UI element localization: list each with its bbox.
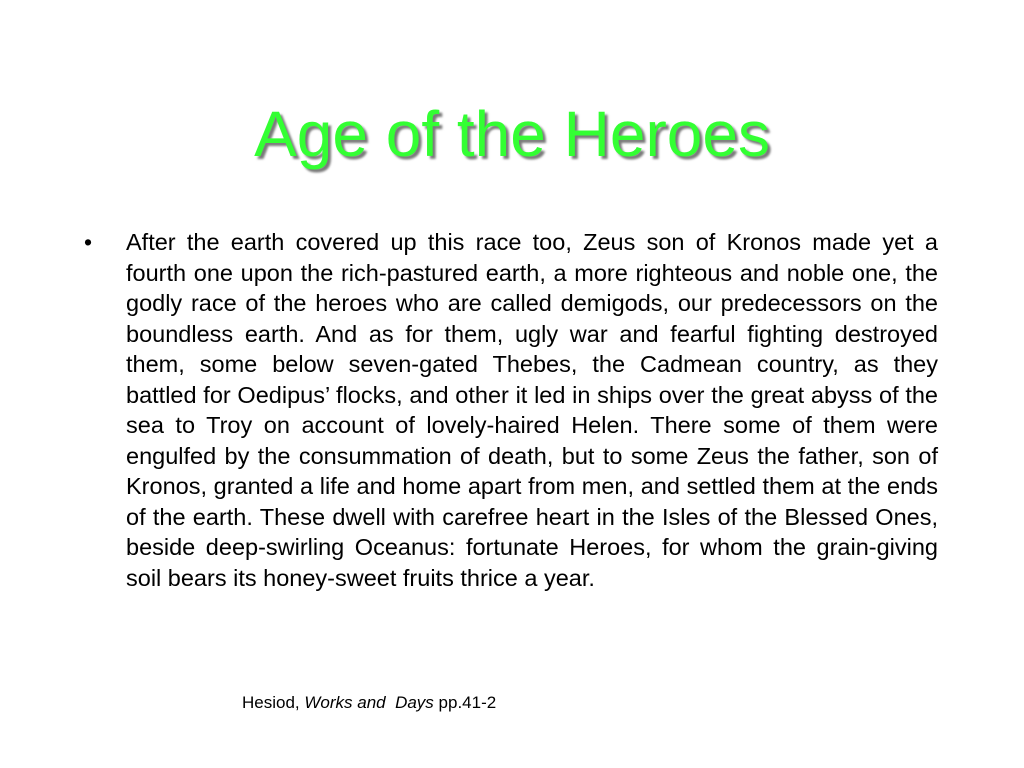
citation-pages: pp.41-2 (433, 693, 497, 712)
slide-title: Age of the Heroes (254, 98, 770, 170)
citation-author: Hesiod, (242, 693, 305, 712)
citation (242, 692, 496, 714)
bullet-icon: • (84, 229, 93, 255)
quote-body: After the earth covered up this race too, Zeus son of Kronos made yet a fourth one upon the rich-pastured earth, a more righteous and noble one, the godly race of the heroes who are called demigods, our predecessors on the boundless earth. And as for them, ugly war and fearful fighting destroyed them, some below seven-gated Thebes, the Cadmean country, as they battled for Oedipus’ flocks, and other it led in ships over the great abyss of the sea to Troy on account of lovely-haired Helen. There some of them were engulfed by the consummation of death, but to some Zeus the father, son of Kronos, granted a life and home apart from men, and settled them at the ends of the earth. These dwell with carefree heart in the Isles of the Blessed Ones, beside deep-swirling Oceanus: fortunate Heroes, for whom the grain-giving soil bears its honey-sweet fruits thrice a year. (126, 229, 938, 591)
citation-work: Works and Days (304, 693, 434, 712)
